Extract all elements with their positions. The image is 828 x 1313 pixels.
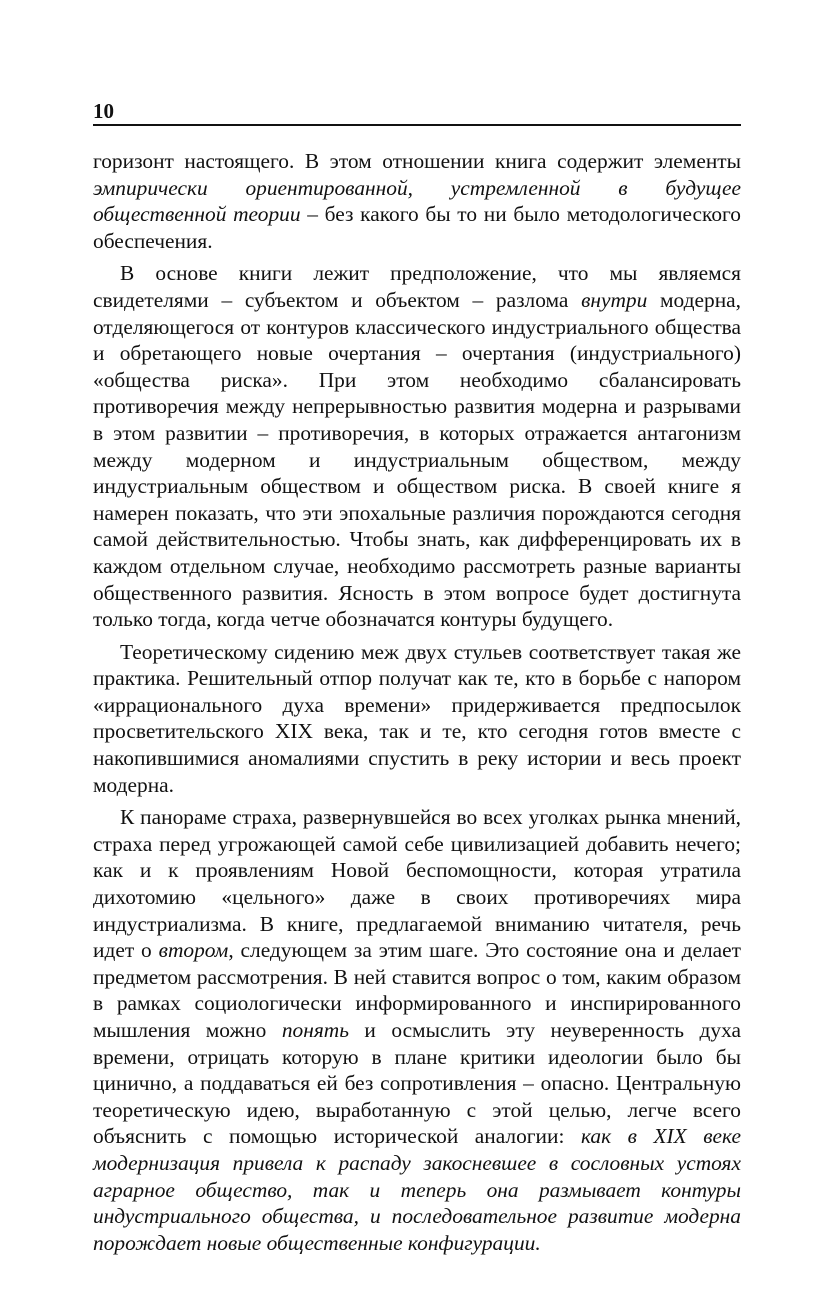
text-run: и осмыслить эту неуверенность духа времени, отрицать которую в плане критики идеологии было бы цинично, а поддаваться ей без сопротивления – опасно. Центральную теоретическую идею, выработанную с этой целью, легче всего объяснить с помощью исторической аналогии: bbox=[93, 1018, 741, 1149]
paragraph-p3 bbox=[93, 639, 741, 799]
text-run: горизонт настоящего. В этом отношении книга содержит элементы bbox=[93, 149, 741, 173]
italic-text: эмпирически ориентированной, устремленной в будущее общественной теории bbox=[93, 175, 741, 227]
page-header bbox=[93, 96, 741, 126]
italic-text: как в XIX веке модернизация привела к распаду закосневшее в сословных устоях аграрное общество, так и теперь она размывает контуры индустриального общества, и последовательное развитие модерна порождает новые общественные конфигурации. bbox=[93, 1124, 741, 1255]
body-text bbox=[93, 148, 741, 1262]
italic-text: внутри bbox=[581, 287, 648, 312]
paragraph-p4 bbox=[93, 804, 741, 1256]
text-run: Теоретическому сидению меж двух стульев соответствует такая же практика. Решительный отпор получат как те, кто в борьбе с напором «иррационального духа времени» придерживается предпосылок просветительского XIX века, так и те, кто сегодня готов вместе с накопившимися аномалиями спустить в реку истории и весь проект модерна. bbox=[93, 639, 741, 797]
text-run: К панораме страха, развернувшейся во всех уголках рынка мнений, страха перед угрожающей самой себе цивилизацией добавить нечего; как и к проявлениям Новой беспомощности, которая утратила дихотомию «цельного» даже в своих противоречиях мира индустриализма. В книге, предлагаемой вниманию читателя, речь идет о bbox=[93, 805, 741, 963]
italic-text: понять bbox=[281, 1018, 349, 1042]
text-run: модерна, отделяющегося от контуров классического индустриального общества и обретающего новые очертания – очертания (индустриального) «общества риска». При этом необходимо сбалансировать противоречия между непрерывностью развития модерна и разрывами в этом развитии – противоречия, в которых отражается антагонизм между модерном и индустриальным обществом, между индустриальным обществом и обществом риска. В своей книге я намерен показать, что эти эпохальные различия порождаются сегодня самой действительностью. Чтобы знать, как дифференцировать их в каждом отдельном случае, необходимо рассмотреть разные варианты общественного развития. Ясность в этом вопросе будет достигнута только тогда, когда четче обозначатся контуры будущего. bbox=[93, 287, 742, 632]
page-number: 10 bbox=[93, 99, 114, 123]
italic-text: втором bbox=[158, 938, 229, 963]
text-run: В основе книги лежит предположение, что мы являемся свидетелями – субъектом и объектом – разлома bbox=[93, 261, 741, 312]
text-run: – без какого бы то ни было методологического обеспечения. bbox=[93, 202, 741, 253]
text-run: , следующем за этим шаге. Это состояние она и делает предметом рассмотрения. В ней ставится вопрос о том, каким образом в рамках социологически информированного и инспирированного мышления можно bbox=[93, 938, 741, 1042]
paragraph-p1 bbox=[93, 148, 741, 254]
paragraph-p2 bbox=[93, 260, 741, 632]
